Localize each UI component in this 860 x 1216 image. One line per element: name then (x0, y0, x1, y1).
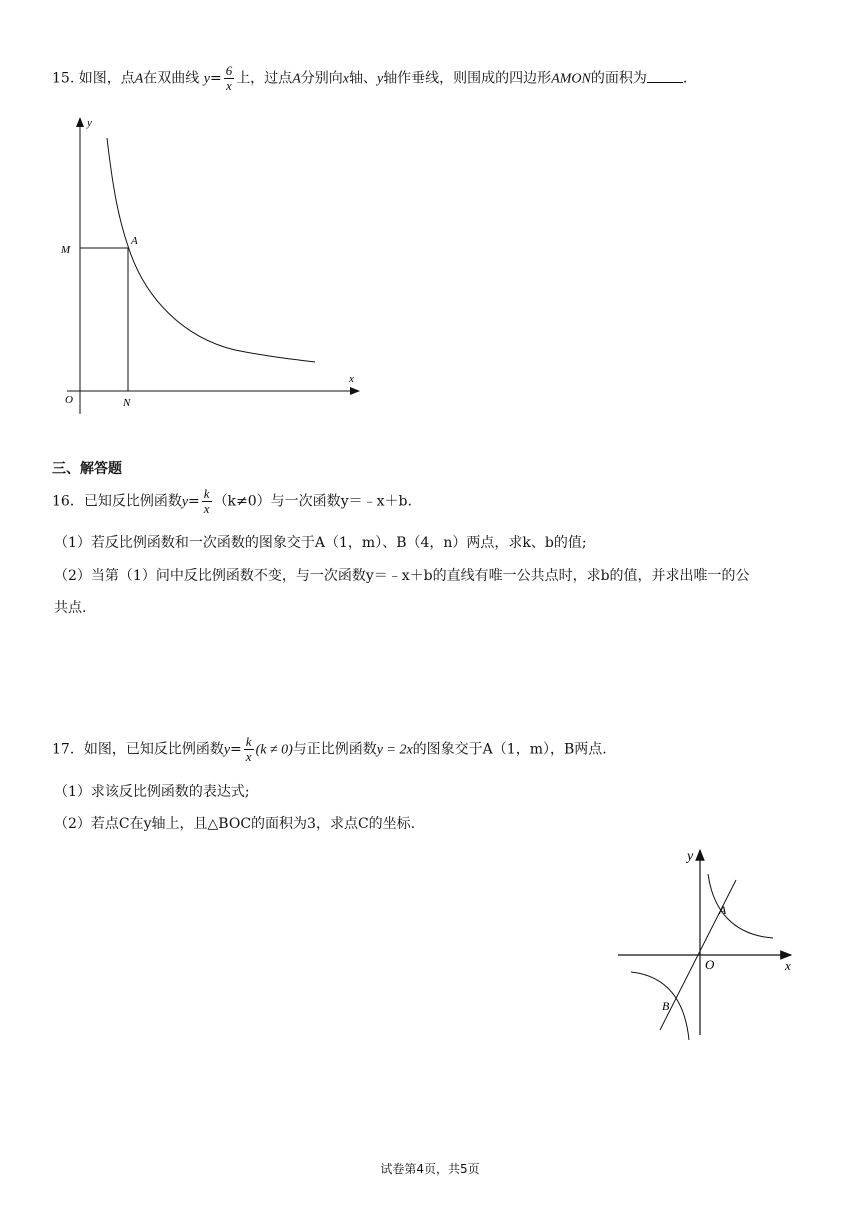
label-O: O (705, 957, 715, 972)
q17-stem: 17．如图，已知反比例函数y= $\frac{k}{x}$ (k ≠ 0)与正比例函数y = 2x的图象交于A（1，m），B两点. (52, 734, 607, 764)
answer-blank[interactable] (647, 68, 683, 83)
page-footer: 试卷第4页，共5页 (380, 1162, 480, 1176)
hyperbola-branch-1 (708, 874, 773, 938)
q16-part1: （1）若反比例函数和一次函数的图象交于A（1，m）、B（4，n）两点，求k、b的值; (54, 535, 587, 551)
label-O: O (65, 394, 73, 406)
q16-part2-line1: （2）当第（1）问中反比例函数不变，与一次函数y＝﹣x＋b的直线有唯一公共点时，求b的值，并求出唯一的公 (54, 568, 750, 584)
y-axis-label: y (687, 849, 694, 864)
q17-figure (615, 840, 800, 1050)
label-N: N (123, 397, 131, 409)
label-A: A (131, 235, 138, 247)
q16-stem: 16．已知反比例函数y= $\frac{k}{x}$ （k≠0）与一次函数y＝﹣x＋b. (52, 486, 412, 516)
hyperbola-curve (107, 138, 315, 362)
label-A: A (719, 903, 727, 917)
section-heading: 三、解答题 (52, 461, 122, 477)
label-B: B (662, 999, 670, 1013)
label-M: M (61, 244, 71, 256)
x-axis-label: x (349, 373, 354, 385)
y-axis-label: y (87, 117, 92, 129)
q17-part2: （2）若点C在y轴上，且△BOC的面积为3，求点C的坐标. (54, 816, 416, 832)
x-axis-label: x (785, 958, 791, 973)
q15-stem: 15. 如图，点A在双曲线 y= $\frac{6}{x}$ 上，过点A分别向x轴、y轴作垂线，则围成的四边形AMON的面积为 . (52, 63, 688, 93)
q15-fraction: $\frac{6}{x}$ (225, 63, 233, 93)
q15-figure (55, 110, 375, 420)
q16-fraction: $\frac{k}{x}$ (203, 486, 210, 516)
q17-part1: （1）求该反比例函数的表达式; (54, 784, 250, 800)
q16-part2-line2: 共点. (54, 600, 87, 616)
q17-fraction: $\frac{k}{x}$ (245, 734, 252, 764)
